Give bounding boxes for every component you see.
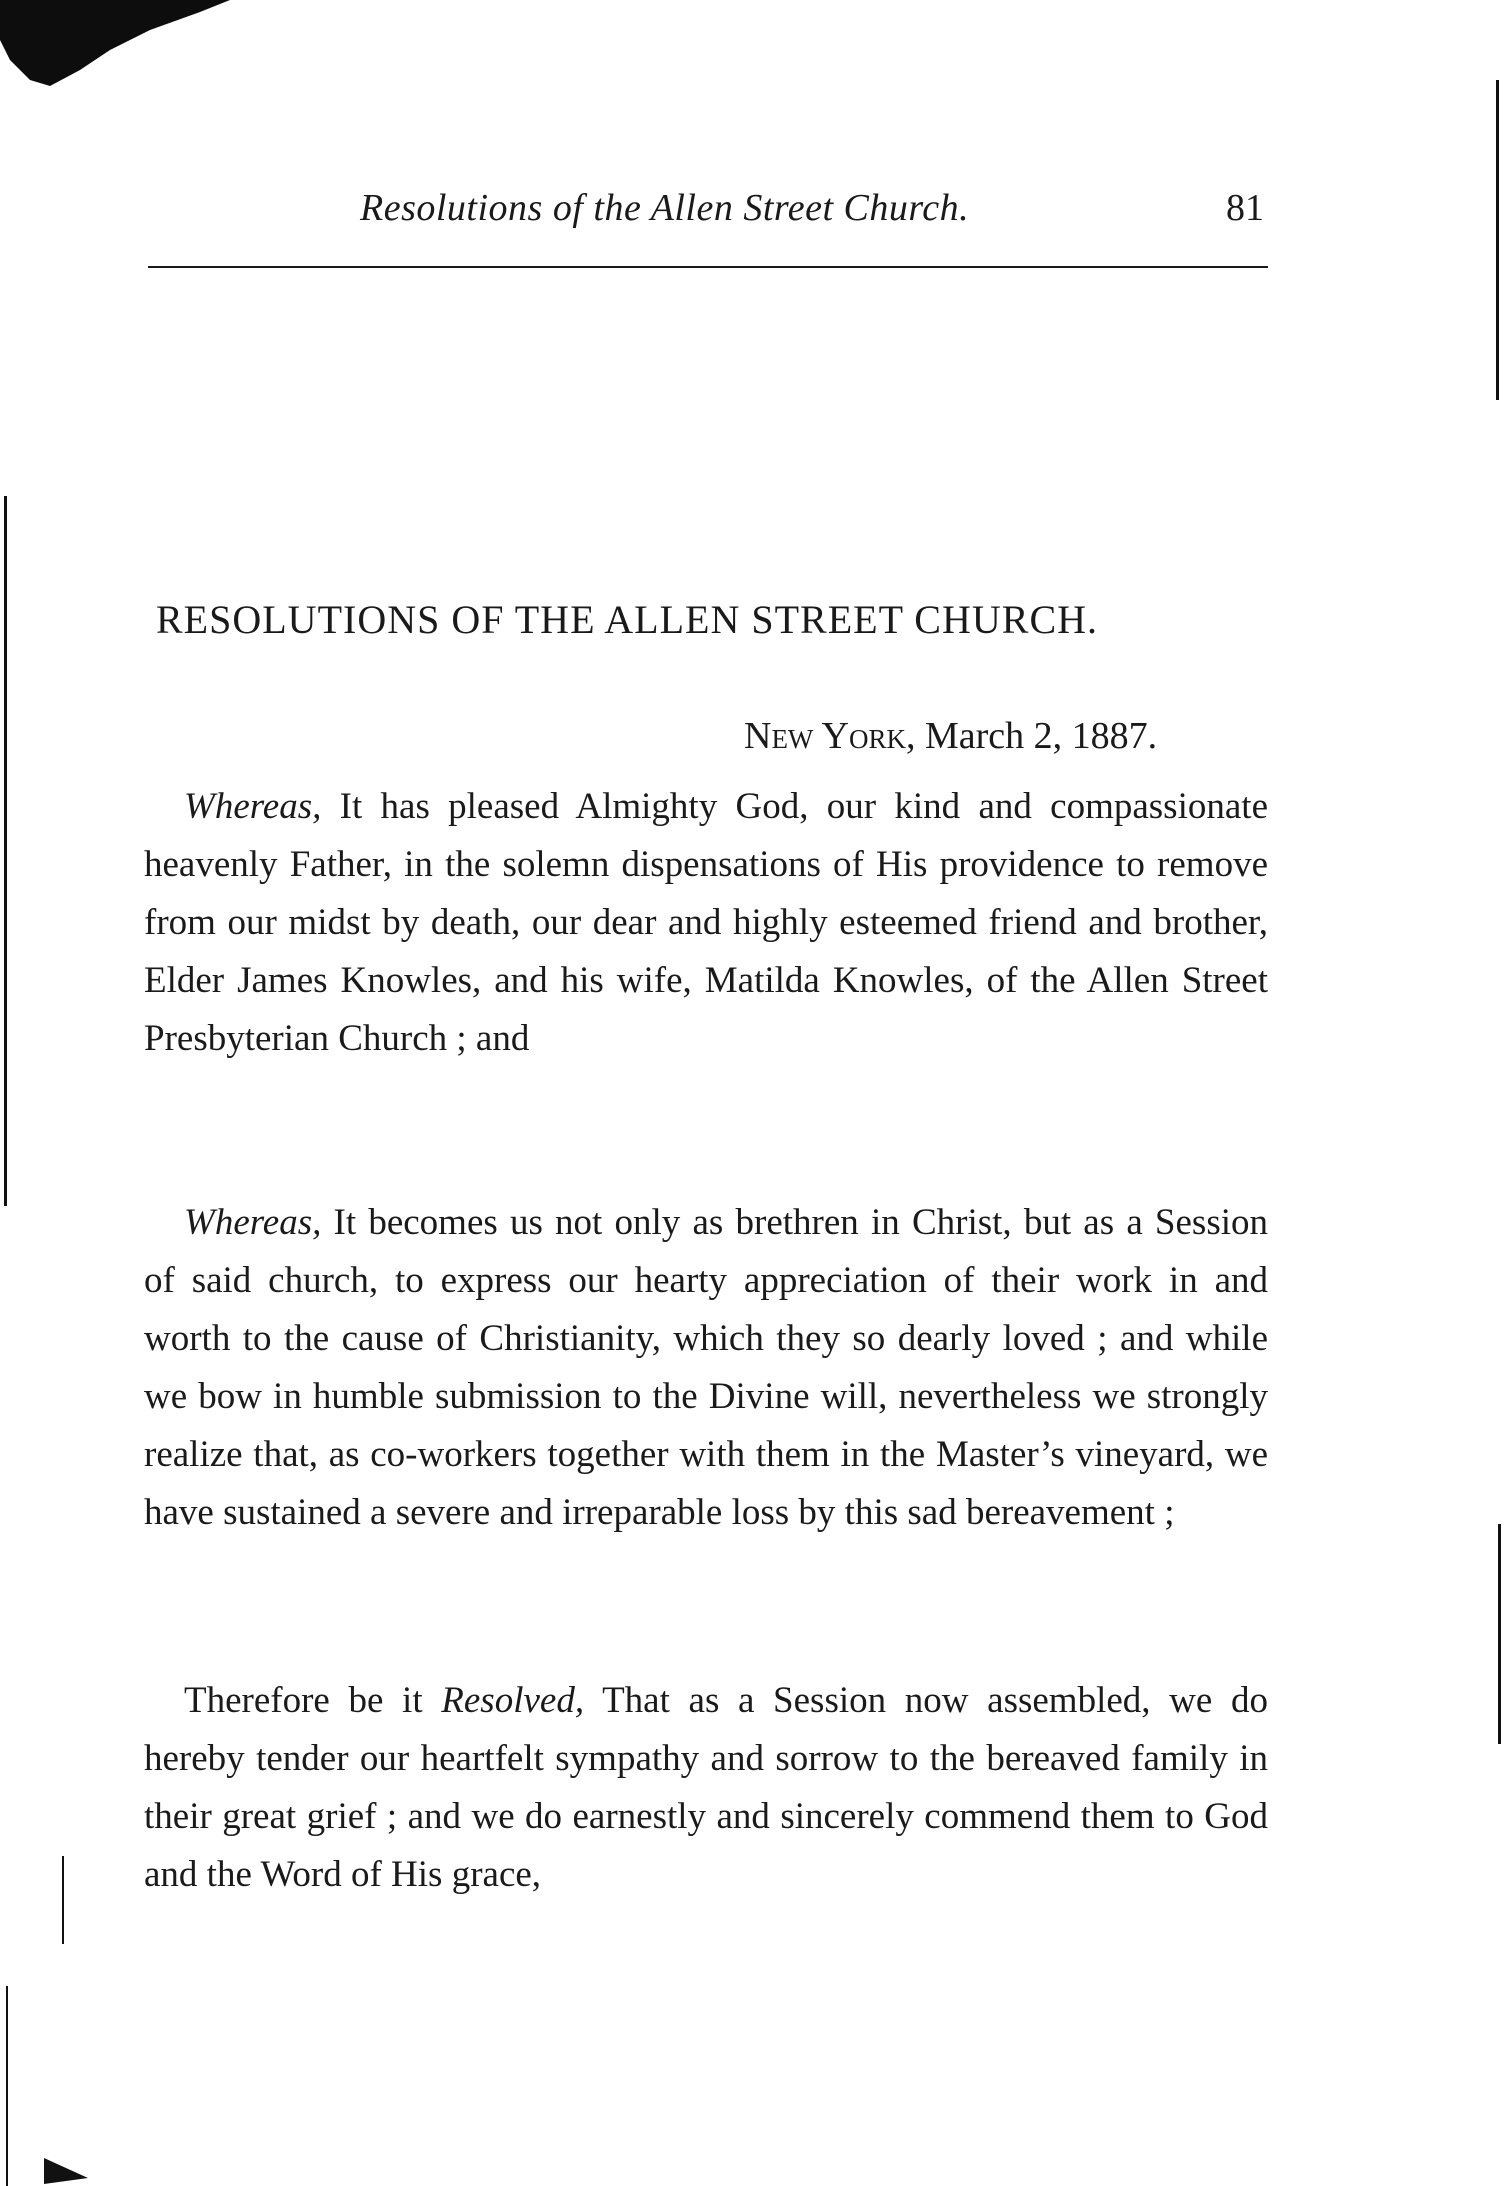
paragraph-resolved bbox=[144, 1672, 1268, 1904]
paragraph-text: It has pleased Almighty God, our kind and compassionate heavenly Father, in the solemn dispensations of His providence to remove from our midst by death, our dear and highly esteemed friend and brother, Elder James Knowles, and his wife, Matilda Knowles, of the Allen Street Presbyterian Church ; and bbox=[144, 786, 1268, 1059]
scan-arrow-mark bbox=[44, 2158, 88, 2184]
page-number: 81 bbox=[1226, 187, 1264, 229]
paragraph-lead: Whereas, bbox=[184, 1202, 322, 1243]
running-header-title: Resolutions of the Allen Street Church. bbox=[360, 187, 970, 229]
paragraph-emphasis: Resolved, bbox=[441, 1680, 585, 1721]
header-rule bbox=[148, 266, 1268, 268]
paragraph-text: It becomes us not only as brethren in Christ, but as a Session of said church, to express our hearty appreciation of their work in and worth to the cause of Christianity, which they so dearly loved ; and while we bow in humble submission to the Divine will, nevertheless we strongly realize that, as co-workers together with them in the Master’s vineyard, we have sustained a severe and irreparable loss by this sad bereavement ; bbox=[144, 1202, 1269, 1533]
scan-edge-left-top bbox=[4, 496, 7, 1206]
document-title: RESOLUTIONS OF THE ALLEN STREET CHURCH. bbox=[156, 597, 1099, 642]
dateline-date: March 2, 1887. bbox=[924, 715, 1158, 757]
paragraph-lead: Whereas, bbox=[184, 786, 322, 827]
scan-edge-left-mid bbox=[62, 1856, 64, 1944]
scan-edge-left-bottom bbox=[6, 1986, 8, 2186]
dateline-place: New York, bbox=[744, 715, 916, 757]
dateline bbox=[744, 714, 1157, 758]
scan-edge-right-mid bbox=[1498, 1524, 1501, 1744]
scan-corner-mark bbox=[0, 0, 240, 90]
scan-edge-right-top bbox=[1496, 80, 1499, 400]
paragraph-whereas-2 bbox=[144, 1194, 1268, 1542]
paragraph-whereas-1 bbox=[144, 778, 1268, 1068]
paragraph-text: That as a Session now assembled, we do hereby tender our heartfelt sympathy and sorrow to the bereaved family in their great grief ; and we do earnestly and sincerely commend them to God and the Word of His grace, bbox=[144, 1680, 1268, 1895]
paragraph-prefix: Therefore be it bbox=[184, 1680, 423, 1721]
